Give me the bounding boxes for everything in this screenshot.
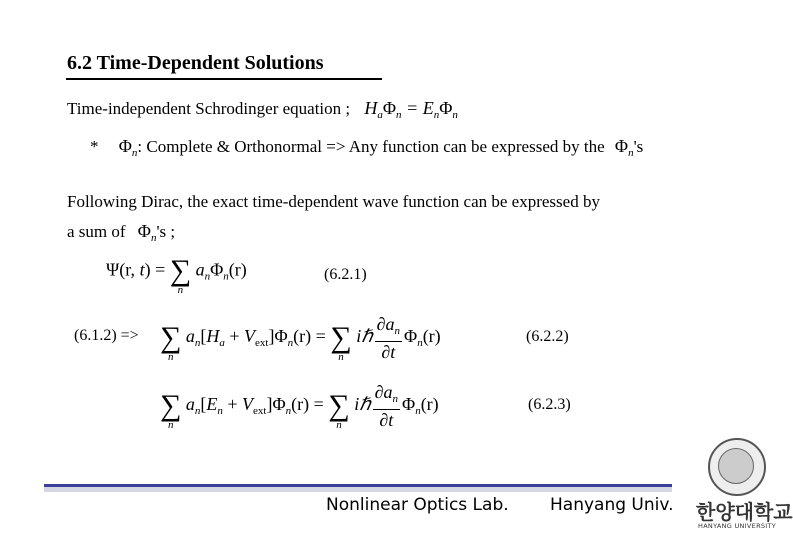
logo-korean-text: 한양대학교 xyxy=(696,500,793,524)
footer-lab-name: Nonlinear Optics Lab. xyxy=(326,495,509,515)
equation-number-6-2-1: (6.2.1) xyxy=(324,266,367,283)
completeness-suffix: 's xyxy=(633,137,644,156)
equation-reference-6-1-2: (6.1.2) => xyxy=(74,327,139,344)
dirac-paragraph-line1: Following Dirac, the exact time-dependent wave function can be expressed by xyxy=(67,192,600,211)
dirac-paragraph-line2 xyxy=(67,221,175,244)
completeness-line xyxy=(90,136,643,159)
title-underline xyxy=(66,78,382,80)
university-seal-icon xyxy=(708,438,766,496)
hanyang-logo xyxy=(696,430,793,540)
footer-shadow-bar xyxy=(44,487,672,492)
equation-number-6-2-3: (6.2.3) xyxy=(528,396,571,413)
logo-english-text: HANYANG UNIVERSITY xyxy=(698,522,777,530)
sum-of-suffix: 's ; xyxy=(156,222,176,241)
equation-6-2-2: ∑ n $a_n[H_a + V_{ext}]\Phi_n(r)$ = ∑ n iℏ $\frac{\partial a_n}{\partial t}$ $\Phi_n(r)$ xyxy=(160,314,441,363)
equation-6-2-1: Ψ(r, t) = ∑ n $a_n\Phi_n(r)$ xyxy=(106,254,247,296)
footer-university: Hanyang Univ. xyxy=(550,495,674,515)
completeness-text: : Complete & Orthonormal => Any function can be expressed by the xyxy=(137,137,605,156)
equation-6-2-3: ∑ n $a_n[E_n + V_{ext}]\Phi_n(r)$ = ∑ n iℏ $\frac{\partial a_n}{\partial t}$ $\Phi_n(r)$ xyxy=(160,382,439,431)
phi-n-symbol: $\Phi_n$ xyxy=(118,136,138,159)
sum-of-label: a sum of xyxy=(67,222,126,241)
phi-n-symbol-2: $\Phi_n$ xyxy=(614,136,634,159)
slide-title: 6.2 Time-Dependent Solutions xyxy=(67,52,324,74)
schrodinger-label: Time-independent Schrodinger equation ; xyxy=(67,99,351,118)
equation-number-6-2-2: (6.2.2) xyxy=(526,328,569,345)
phi-n-symbol-3: $\Phi_n$ xyxy=(137,221,157,244)
schrodinger-equation: $H_a\Phi_n = E_n\Phi_n$ xyxy=(364,98,458,121)
schrodinger-line xyxy=(67,98,458,121)
bullet-asterisk: * xyxy=(90,137,99,156)
